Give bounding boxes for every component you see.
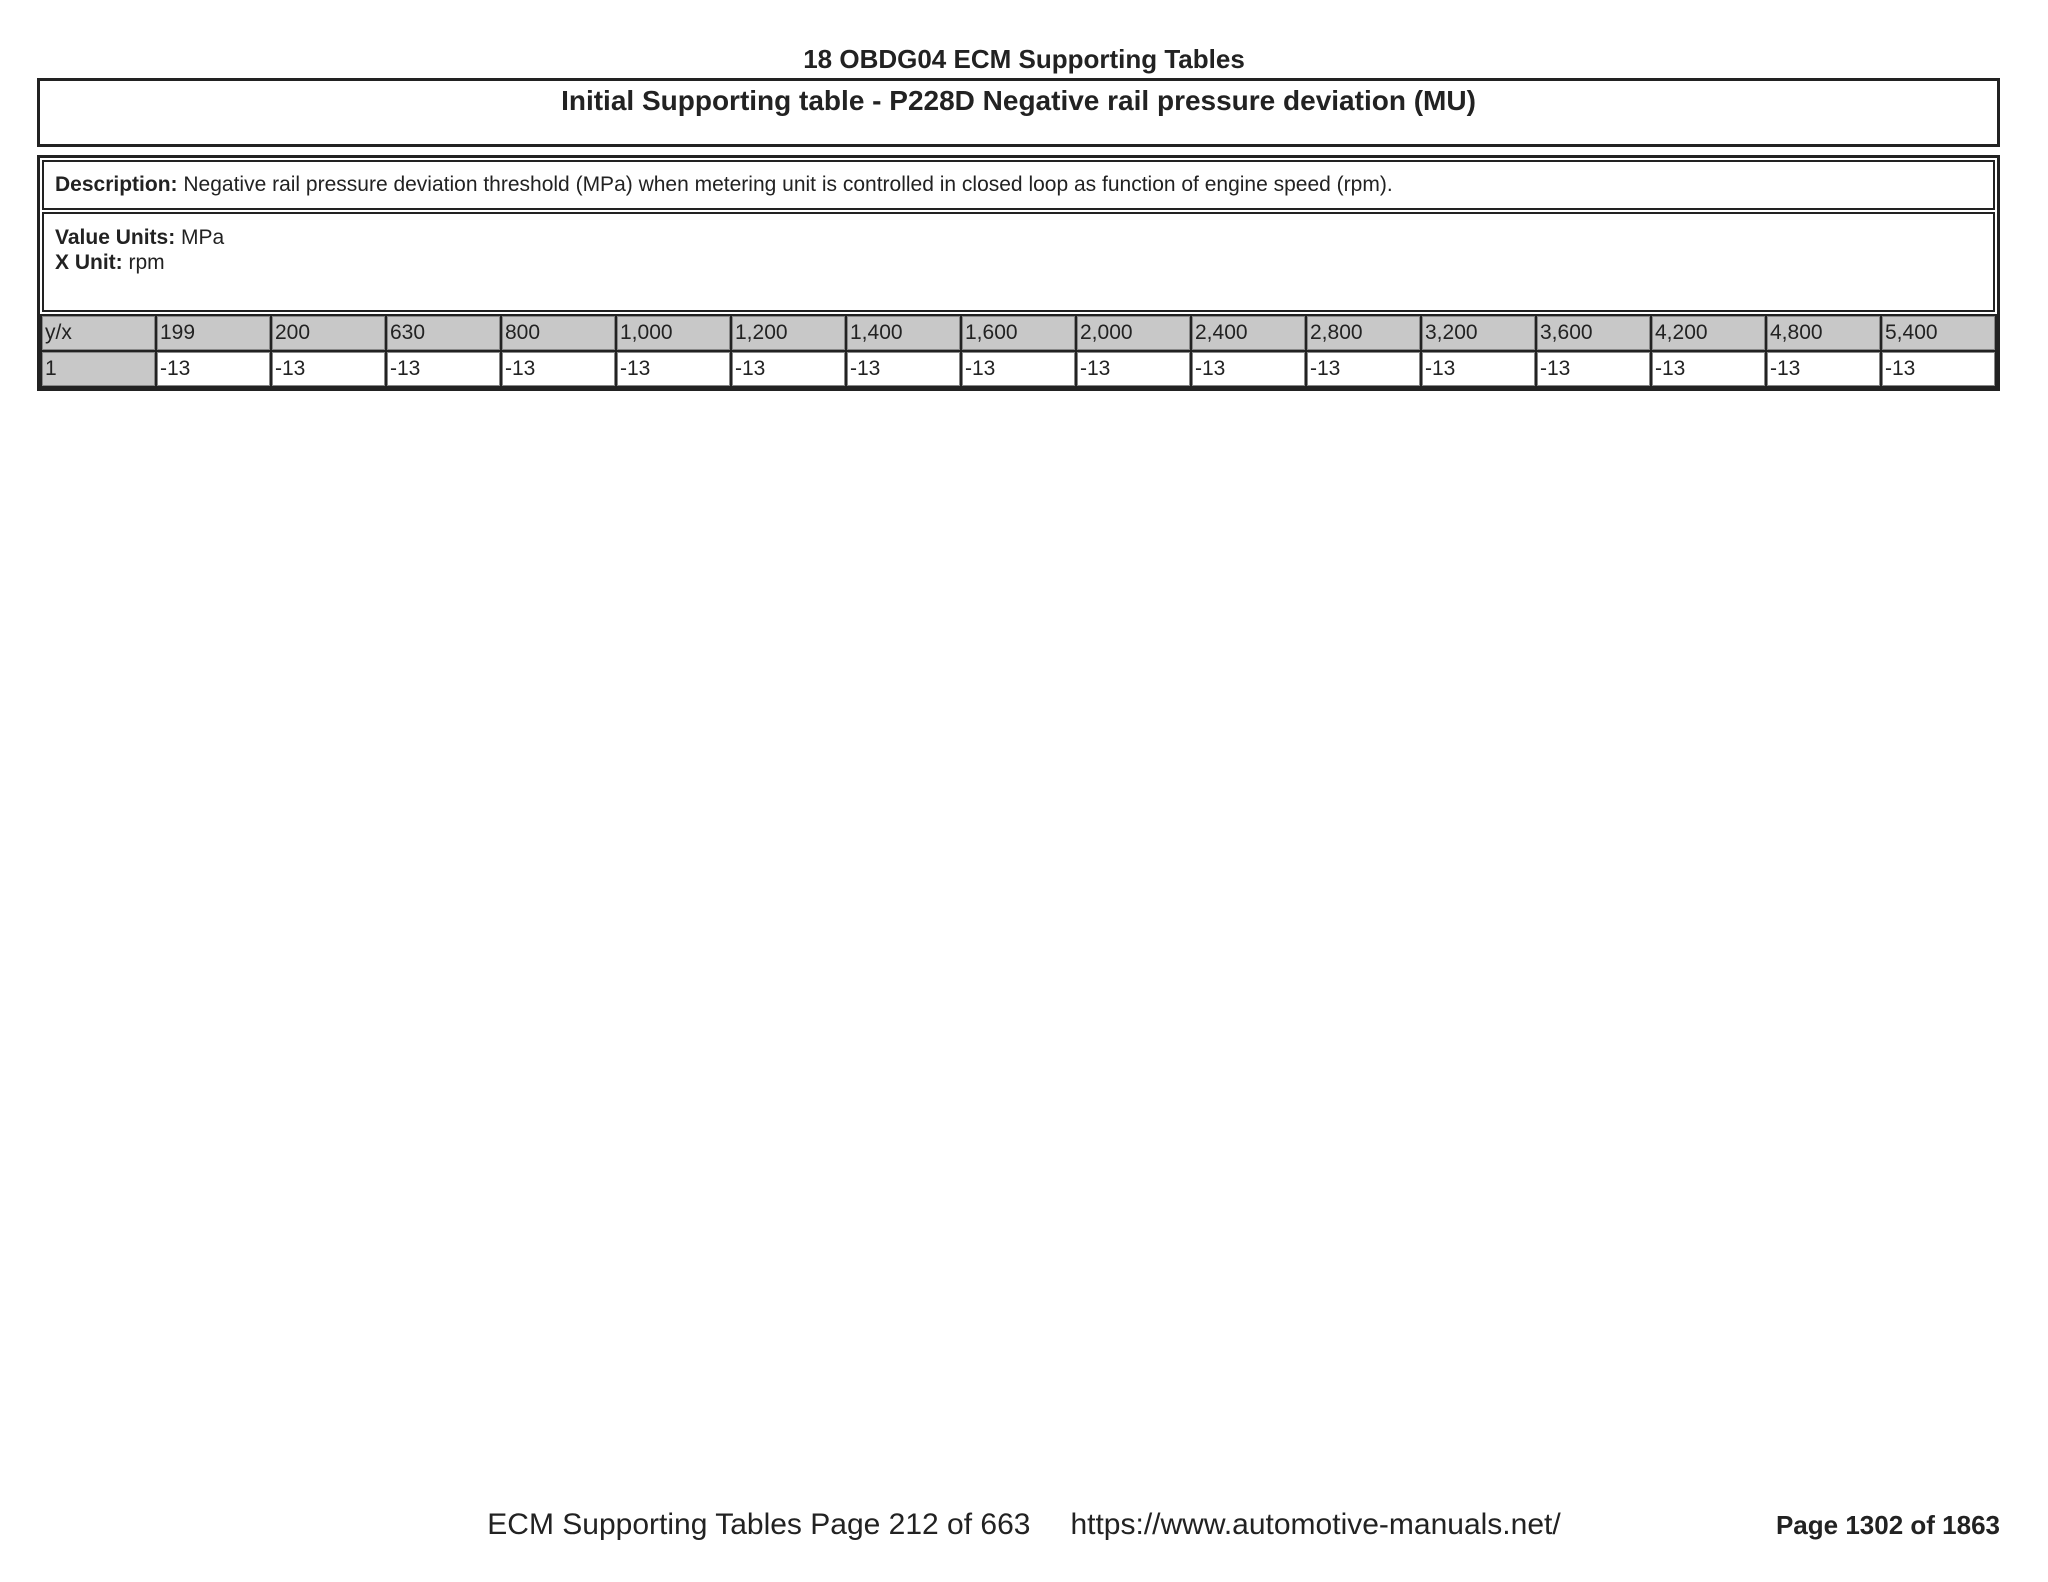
value-cell: -13 [732, 352, 845, 386]
x-unit-label: X Unit: [55, 251, 123, 274]
value-cell: -13 [962, 352, 1075, 386]
description-text: Negative rail pressure deviation threshold (MPa) when metering unit is controlled in closed loop as function of engine speed (rpm). [183, 173, 1393, 196]
table-title: Initial Supporting table - P228D Negative rail pressure deviation (MU) [561, 85, 1476, 116]
page-number: Page 1302 of 1863 [1775, 1510, 2000, 1540]
value-cell: -13 [1307, 352, 1420, 386]
table-title-box [37, 78, 2000, 147]
x-header-cell: 3,600 [1537, 316, 1650, 350]
corner-cell: y/x [42, 316, 155, 350]
value-cell: -13 [157, 352, 270, 386]
footer-section-page: ECM Supporting Tables Page 212 of 663 [487, 1508, 1031, 1541]
lookup-table [40, 314, 1997, 388]
x-header-cell: 1,200 [732, 316, 845, 350]
value-cell: -13 [502, 352, 615, 386]
x-header-cell: 1,000 [617, 316, 730, 350]
x-header-cell: 2,800 [1307, 316, 1420, 350]
x-header-cell: 1,400 [847, 316, 960, 350]
value-cell: -13 [1422, 352, 1535, 386]
x-header-cell: 2,400 [1192, 316, 1305, 350]
value-cell: -13 [1767, 352, 1880, 386]
value-cell: -13 [1192, 352, 1305, 386]
x-header-cell: 800 [502, 316, 615, 350]
units-row [42, 212, 1995, 312]
x-header-cell: 199 [157, 316, 270, 350]
x-header-cell: 5,400 [1882, 316, 1995, 350]
x-header-cell: 200 [272, 316, 385, 350]
row-label-cell: 1 [42, 352, 155, 386]
description-label: Description: [55, 173, 178, 196]
value-cell: -13 [272, 352, 385, 386]
value-cell: -13 [1652, 352, 1765, 386]
description-row [42, 160, 1995, 210]
footer-url[interactable]: https://www.automotive-manuals.net/ [1070, 1508, 1561, 1541]
x-header-cell: 2,000 [1077, 316, 1190, 350]
value-cell: -13 [1537, 352, 1650, 386]
x-header-cell: 4,800 [1767, 316, 1880, 350]
x-header-cell: 4,200 [1652, 316, 1765, 350]
value-units-label: Value Units: [55, 226, 176, 249]
value-cell: -13 [387, 352, 500, 386]
document-title: 18 OBDG04 ECM Supporting Tables [803, 44, 1245, 74]
x-header-cell: 3,200 [1422, 316, 1535, 350]
value-cell: -13 [1077, 352, 1190, 386]
x-header-cell: 1,600 [962, 316, 1075, 350]
value-cell: -13 [1882, 352, 1995, 386]
x-unit: rpm [128, 251, 165, 274]
supporting-table-panel [37, 155, 2000, 391]
value-cell: -13 [617, 352, 730, 386]
value-units: MPa [181, 226, 225, 249]
footer-center [0, 1508, 2048, 1542]
table-row [42, 352, 1995, 386]
x-header-cell: 630 [387, 316, 500, 350]
value-cell: -13 [847, 352, 960, 386]
table-header-row [42, 316, 1995, 350]
